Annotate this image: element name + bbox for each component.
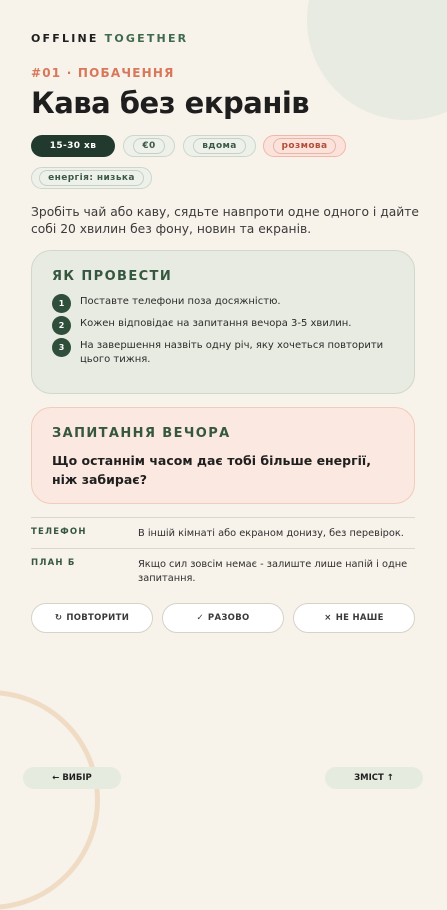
toc-label: ЗМІСТ <box>354 773 384 783</box>
step-number: 1 <box>52 294 71 313</box>
chip-cost <box>123 135 175 157</box>
repeat-label: ПОВТОРИТИ <box>66 613 130 623</box>
chip-label: вдома <box>193 138 246 154</box>
step-item <box>52 316 394 335</box>
check-icon: ✓ <box>196 613 204 623</box>
info-value: В іншій кімнаті або екраном донизу, без перевірок. <box>138 528 404 539</box>
not-ours-label: НЕ НАШЕ <box>335 613 384 623</box>
repeat-icon: ↻ <box>54 613 63 623</box>
page-title: Кава без екранів <box>31 86 310 120</box>
once-label: РАЗОВО <box>207 613 250 623</box>
once-button[interactable] <box>162 603 284 633</box>
chip-label: енергія: низька <box>39 170 144 186</box>
step-item <box>52 294 394 313</box>
info-row-plan-b <box>31 548 415 593</box>
step-number: 2 <box>52 316 71 335</box>
close-icon: × <box>324 613 332 623</box>
idea-kicker: #01 · ПОБАЧЕННЯ <box>31 66 175 80</box>
not-ours-button[interactable] <box>293 603 415 633</box>
brand-part2: TOGETHER <box>104 32 189 45</box>
arrow-up-icon: ↑ <box>386 773 394 783</box>
decorative-circle <box>307 0 447 120</box>
info-value: Якщо сил зовсім немає - залиште лише напій і одне запитання. <box>138 559 408 584</box>
question-card <box>31 407 415 504</box>
brand-logo <box>31 32 188 45</box>
decorative-arc <box>0 690 100 910</box>
question-title: ЗАПИТАННЯ ВЕЧОРА <box>52 426 231 441</box>
info-row-phone <box>31 517 415 548</box>
info-label: ТЕЛЕФОН <box>31 527 87 537</box>
table-of-contents-button[interactable] <box>325 767 423 789</box>
info-table <box>31 517 415 593</box>
step-text: Кожен відповідає на запитання вечора 3-5 хвилин. <box>80 318 352 329</box>
chip-label: 15-30 хв <box>49 141 97 151</box>
question-text: Що останнім часом дає тобі більше енергії, ніж забирає? <box>52 453 371 487</box>
step-text: На завершення назвіть одну річ, яку хочеться повторити цього тижня. <box>80 340 384 365</box>
steps-list <box>52 294 394 367</box>
intro-text: Зробіть чай або каву, сядьте навпроти одне одного і дайте собі 20 хвилин без фону, новин та екранів. <box>31 205 419 236</box>
chip-energy <box>31 167 152 189</box>
back-to-choice-button[interactable] <box>23 767 121 789</box>
back-label: ВИБІР <box>62 773 92 783</box>
action-buttons <box>31 603 415 633</box>
repeat-button[interactable] <box>31 603 153 633</box>
chip-type <box>263 135 346 157</box>
arrow-left-icon: ← <box>52 773 60 783</box>
how-to-title: ЯК ПРОВЕСТИ <box>52 269 173 284</box>
chip-label: €0 <box>133 138 164 154</box>
how-to-card <box>31 250 415 394</box>
step-item <box>52 338 394 367</box>
chip-label: розмова <box>273 138 337 154</box>
step-text: Поставте телефони поза досяжністю. <box>80 296 281 307</box>
chip-place <box>183 135 256 157</box>
step-number: 3 <box>52 338 71 357</box>
brand-part1: OFFLINE <box>31 32 99 45</box>
info-label: ПЛАН Б <box>31 558 76 568</box>
chip-duration <box>31 135 115 157</box>
